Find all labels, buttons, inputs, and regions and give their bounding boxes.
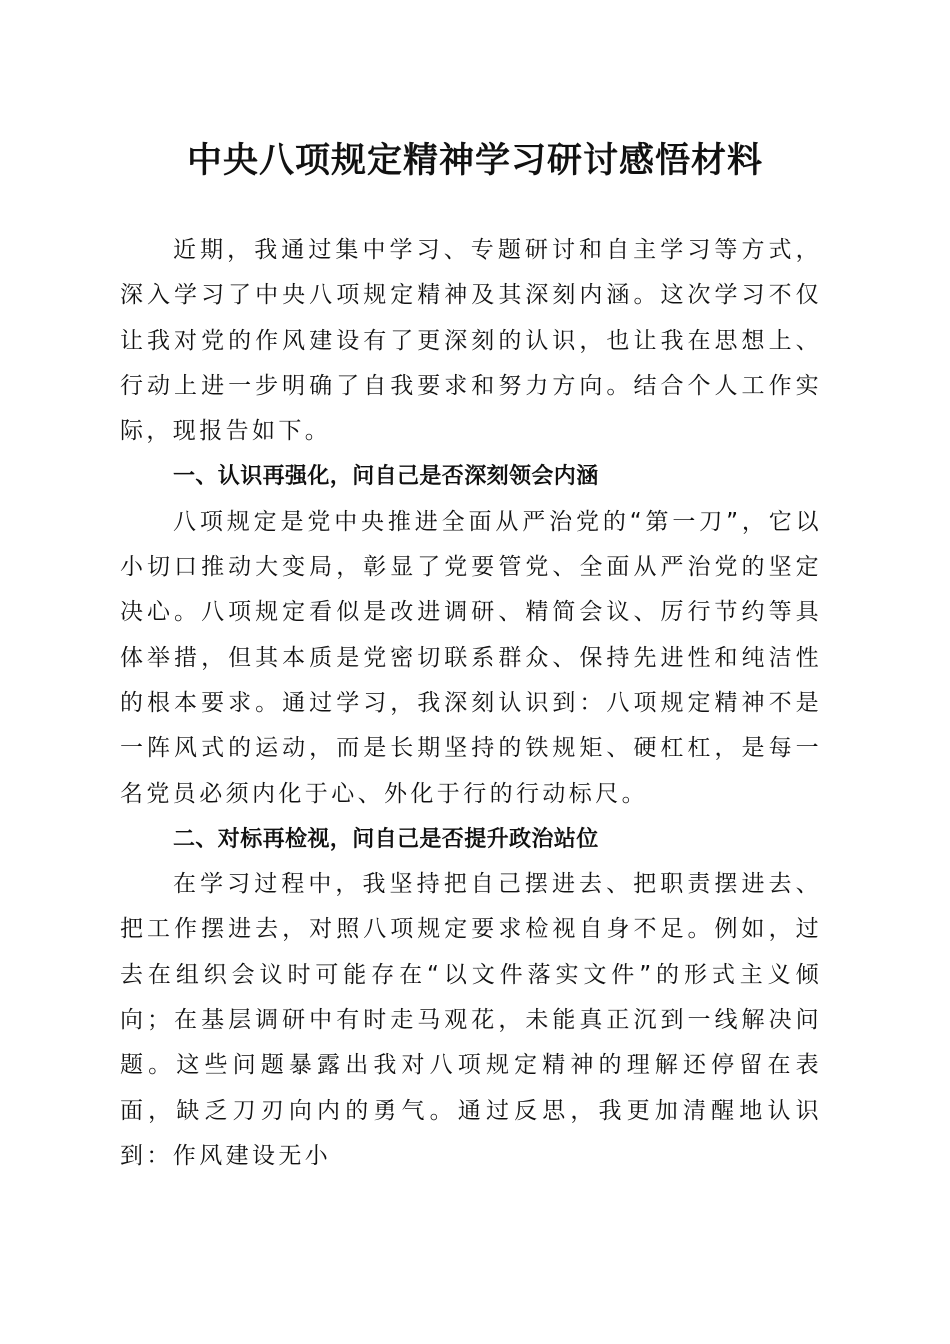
document-title: 中央八项规定精神学习研讨感悟材料 xyxy=(186,140,763,181)
intro-paragraph: 近期，我通过集中学习、专题研讨和自主学习等方式，深入学习了中央八项规定精神及其深刻内涵。这次学习不仅让我对党的作风建设有了更深刻的认识，也让我在思想上、行动上进一步明确了自我要求和努力方向。结合个人工作实际，现报告如下。 xyxy=(120,237,822,445)
section-2-paragraph: 在学习过程中，我坚持把自己摆进去、把职责摆进去、把工作摆进去，对照八项规定要求检视自身不足。例如，过去在组织会议时可能存在“以文件落实文件”的形式主义倾向；在基层调研中有时走马观花，未能真正沉到一线解决问题。这些问题暴露出我对八项规定精神的理解还停留在表面，缺乏刀刃向内的勇气。通过反思，我更加清醒地认识到：作风建设无小 xyxy=(120,871,822,1169)
document-body xyxy=(120,228,822,1179)
section-1-heading: 一、认识再强化，问自己是否深刻领会内涵 xyxy=(173,464,599,490)
section-1-paragraph: 八项规定是党中央推进全面从严治党的“第一刀”，它以小切口推动大变局，彰显了党要管党、全面从严治党的坚定决心。八项规定看似是改进调研、精简会议、厉行节约等具体举措，但其本质是党密切联系群众、保持先进性和纯洁性的根本要求。通过学习，我深刻认识到：八项规定精神不是一阵风式的运动，而是长期坚持的铁规矩、硬杠杠，是每一名党员必须内化于心、外化于行的行动标尺。 xyxy=(120,508,822,807)
section-2-heading: 二、对标再检视，问自己是否提升政治站位 xyxy=(173,826,599,852)
